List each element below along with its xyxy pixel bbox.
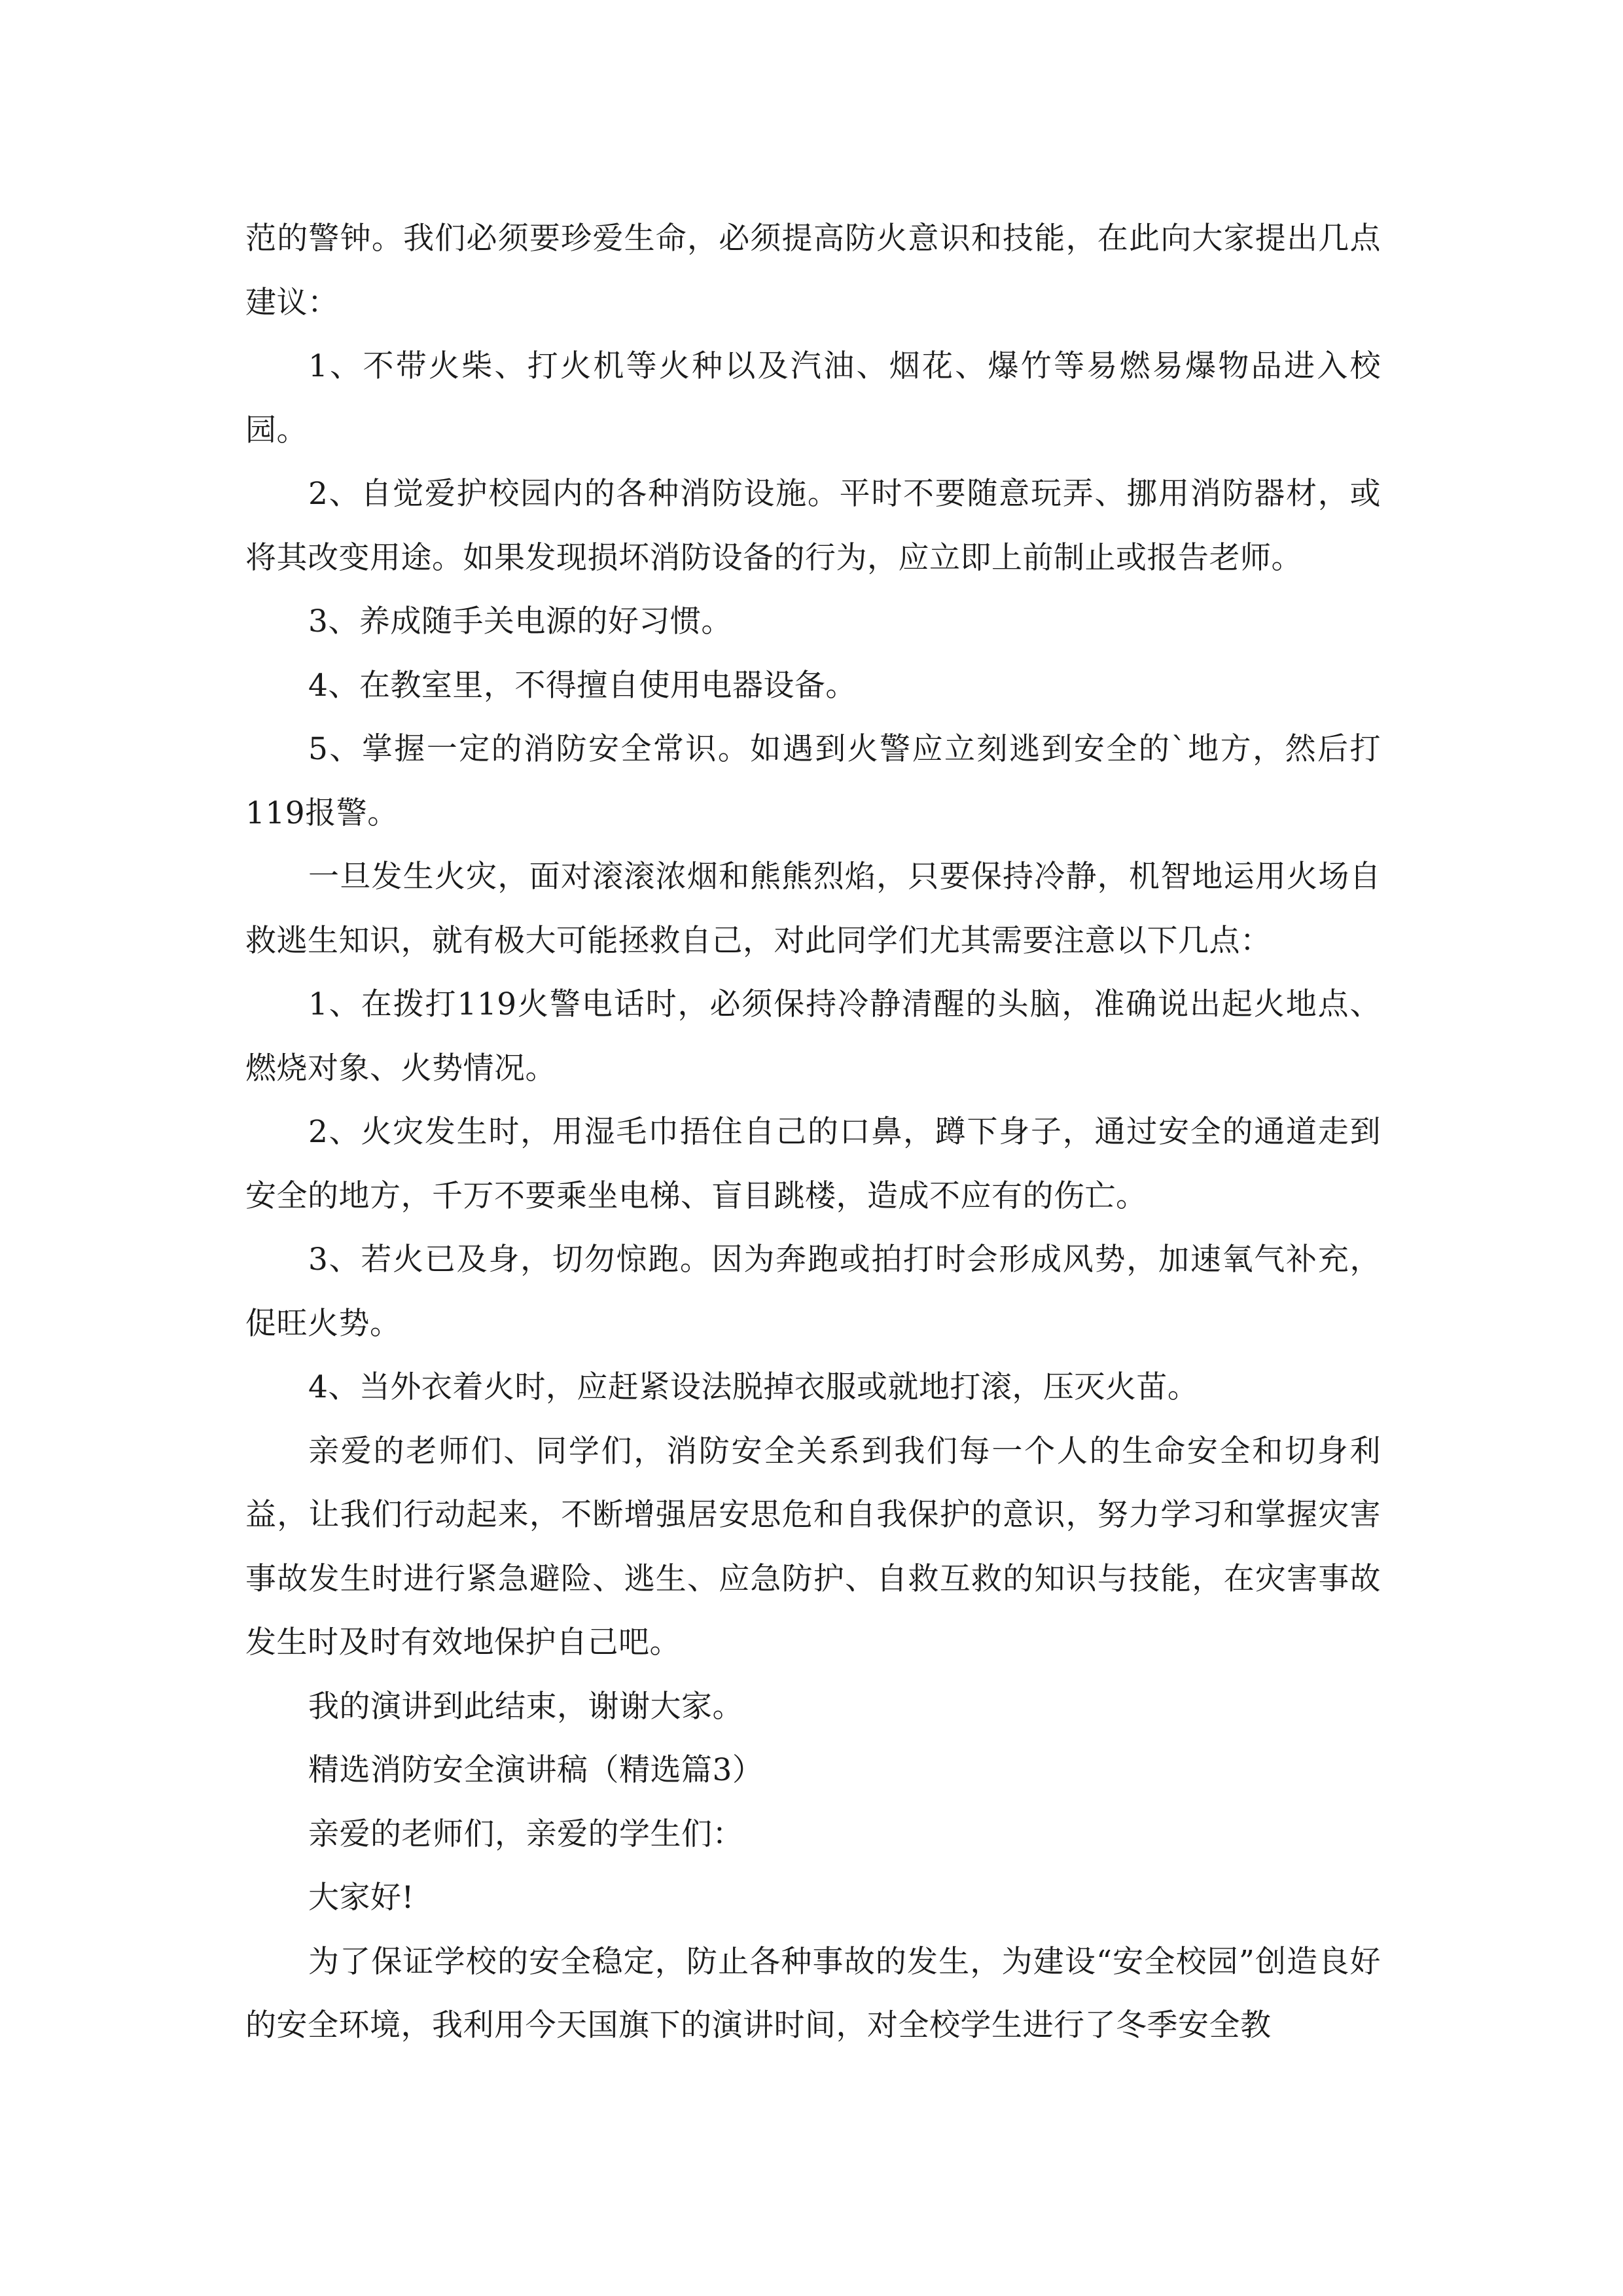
paragraph-item: 2、火灾发生时，用湿毛巾捂住自己的口鼻，蹲下身子，通过安全的通道走到安全的地方，千万不要乘坐电梯、盲目跳楼，造成不应有的伤亡。 [245,1114,1381,1214]
paragraph-text: 一旦发生火灾，面对滚滚浓烟和熊熊烈焰，只要保持冷静，机智地运用火场自救逃生知识，就有极大可能拯救自己，对此同学们尤其需要注意以下几点： [245,859,1381,959]
paragraph-item: 3、若火已及身，切勿惊跑。因为奔跑或拍打时会形成风势，加速氧气补充，促旺火势。 [245,1242,1381,1342]
paragraph-item: 1、在拨打119火警电话时，必须保持冷静清醒的头脑，准确说出起火地点、燃烧对象、火势情况。 [245,986,1381,1086]
section-title: 精选消防安全演讲稿（精选篇3） [308,1752,764,1788]
paragraph-text: 亲爱的老师们、同学们，消防安全关系到我们每一个人的生命安全和切身利益，让我们行动起来，不断增强居安思危和自我保护的意识，努力学习和掌握灾害事故发生时进行紧急避险、逃生、应急防护、自救互救的知识与技能，在灾害事故发生时及时有效地保护自己吧。 [245,1433,1381,1660]
paragraph-item: 4、当外衣着火时，应赶紧设法脱掉衣服或就地打滚，压灭火苗。 [308,1369,1199,1405]
paragraph-item: 1、不带火柴、打火机等火种以及汽油、烟花、爆竹等易燃易爆物品进入校园。 [245,348,1381,448]
closing-line: 我的演讲到此结束，谢谢大家。 [308,1688,743,1725]
salutation: 亲爱的老师们，亲爱的学生们： [308,1816,743,1852]
paragraph-item: 3、养成随手关电源的好习惯。 [308,603,732,639]
paragraph-item: 4、在教室里，不得擅自使用电器设备。 [308,667,857,704]
paragraph-continuation: 范的警钟。我们必须要珍爱生命，必须提高防火意识和技能，在此向大家提出几点建议： [245,221,1381,321]
paragraph-item: 2、自觉爱护校园内的各种消防设施。平时不要随意玩弄、挪用消防器材，或将其改变用途。如果发现损坏消防设备的行为，应立即上前制止或报告老师。 [245,476,1381,576]
paragraph-item: 5、掌握一定的消防安全常识。如遇到火警应立刻逃到安全的`地方，然后打119报警。 [245,731,1381,831]
paragraph-text: 为了保证学校的安全稳定，防止各种事故的发生，为建设“安全校园”创造良好的安全环境，我利用今天国旗下的演讲时间，对全校学生进行了冬季安全教 [245,1943,1381,2043]
greeting: 大家好! [308,1880,414,1916]
document-body [245,207,1381,2058]
